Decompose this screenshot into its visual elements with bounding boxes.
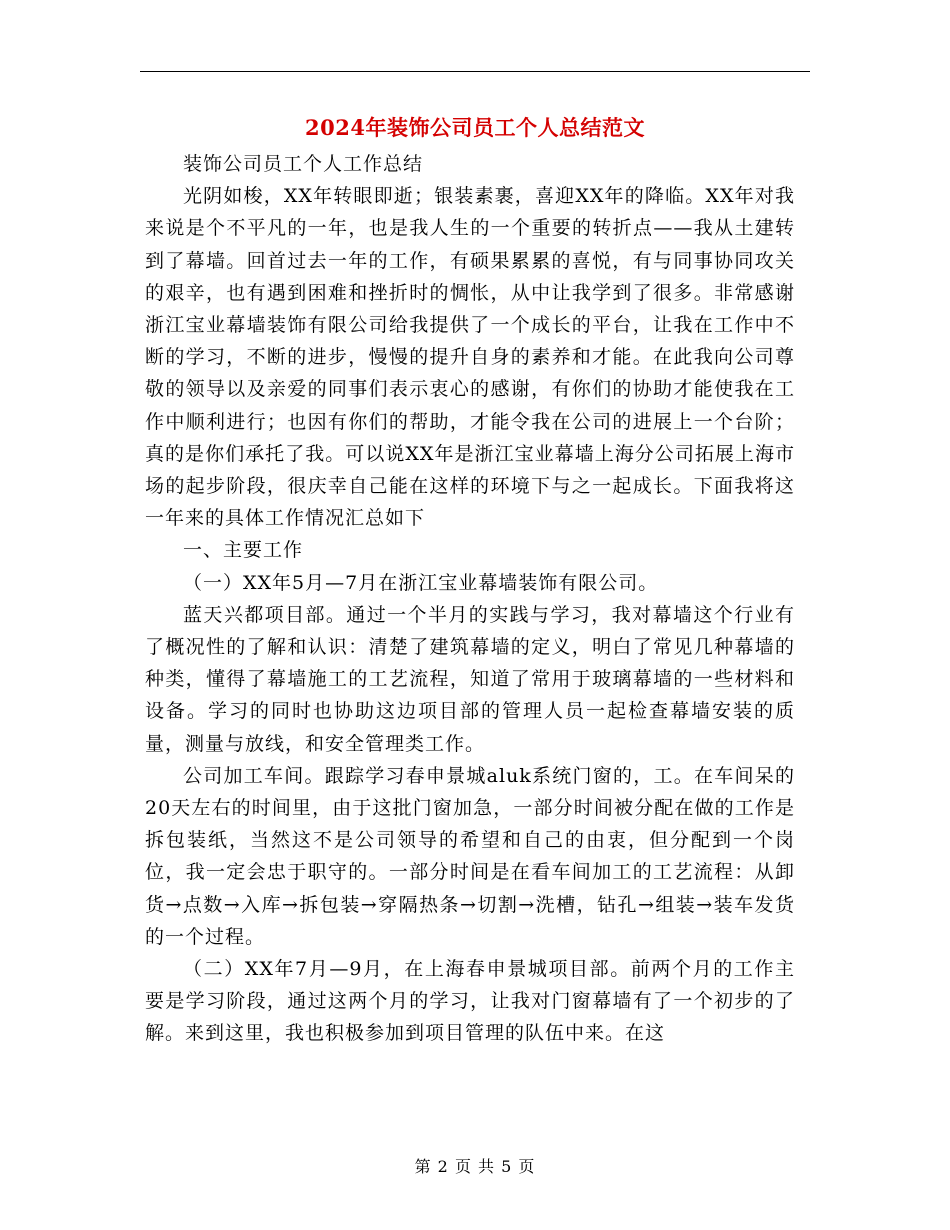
- section-heading-main-work: 一、主要工作: [183, 539, 304, 562]
- paragraph-intro: 光阴如梭，XX年转眼即逝；银装素裹，喜迎XX年的降临。XX年对我来说是个不平凡的一年，也是我人生的一个重要的转折点——我从土建转到了幕墙。回首过去一年的工作，有硕果累累的喜悦，有与同事协同攻关的艰辛，也有遇到困难和挫折时的惆怅，从中让我学到了很多。非常感谢浙江宝业幕墙装饰有限公司给我提供了一个成长的平台，让我在工作中不断的学习，不断的进步，慢慢的提升自身的素养和才能。在此我向公司尊敬的领导以及亲爱的同事们表示衷心的感谢，有你们的协助才能使我在工作中顺利进行；也因有你们的帮助，才能令我在公司的进展上一个台阶；真的是你们承托了我。可以说XX年是浙江宝业幕墙上海分公司拓展上海市场的起步阶段，很庆幸自己能在这样的环境下与之一起成长。下面我将这一年来的具体工作情况汇总如下: [145, 185, 795, 530]
- paragraph-subtitle: 装饰公司员工个人工作总结: [183, 153, 424, 175]
- paragraph-workshop: 公司加工车间。跟踪学习春申景城aluk系统门窗的，工。在车间呆的20天左右的时间里，由于这批门窗加急，一部分时间被分配在做的工作是拆包装纸，当然这不是公司领导的希望和自己的由衷，但分配到一个岗位，我一定会忠于职守的。一部分时间是在看车间加工的工艺流程：从卸货→点数→入库→拆包装→穿隔热条→切割→洗槽，钻孔→组装→装车发货的一个过程。: [145, 764, 795, 948]
- document-title: 2024年装饰公司员工个人总结范文: [305, 115, 645, 140]
- document-body: [145, 148, 795, 1050]
- header-rule: [140, 71, 810, 72]
- subsection-heading-2: （二）XX年7月—9月，在上海春申景城项目部。前两个月的工作主要是学习阶段，通过这两个月的学习，让我对门窗幕墙有了一个初步的了解。来到这里，我也积极参加到项目管理的队伍中来。在这: [145, 958, 795, 1045]
- page-number: 第 2 页 共 5 页: [414, 1157, 536, 1176]
- paragraph-lantian-project: 蓝天兴都项目部。通过一个半月的实践与学习，我对幕墙这个行业有了概况性的了解和认识：清楚了建筑幕墙的定义，明白了常见几种幕墙的种类，懂得了幕墙施工的工艺流程，知道了常用于玻璃幕墙的一些材料和设备。学习的同时也协助这边项目部的管理人员一起检查幕墙安装的质量，测量与放线，和安全管理类工作。: [145, 603, 795, 755]
- subsection-heading-1: （一）XX年5月—7月在浙江宝业幕墙装饰有限公司。: [183, 571, 659, 594]
